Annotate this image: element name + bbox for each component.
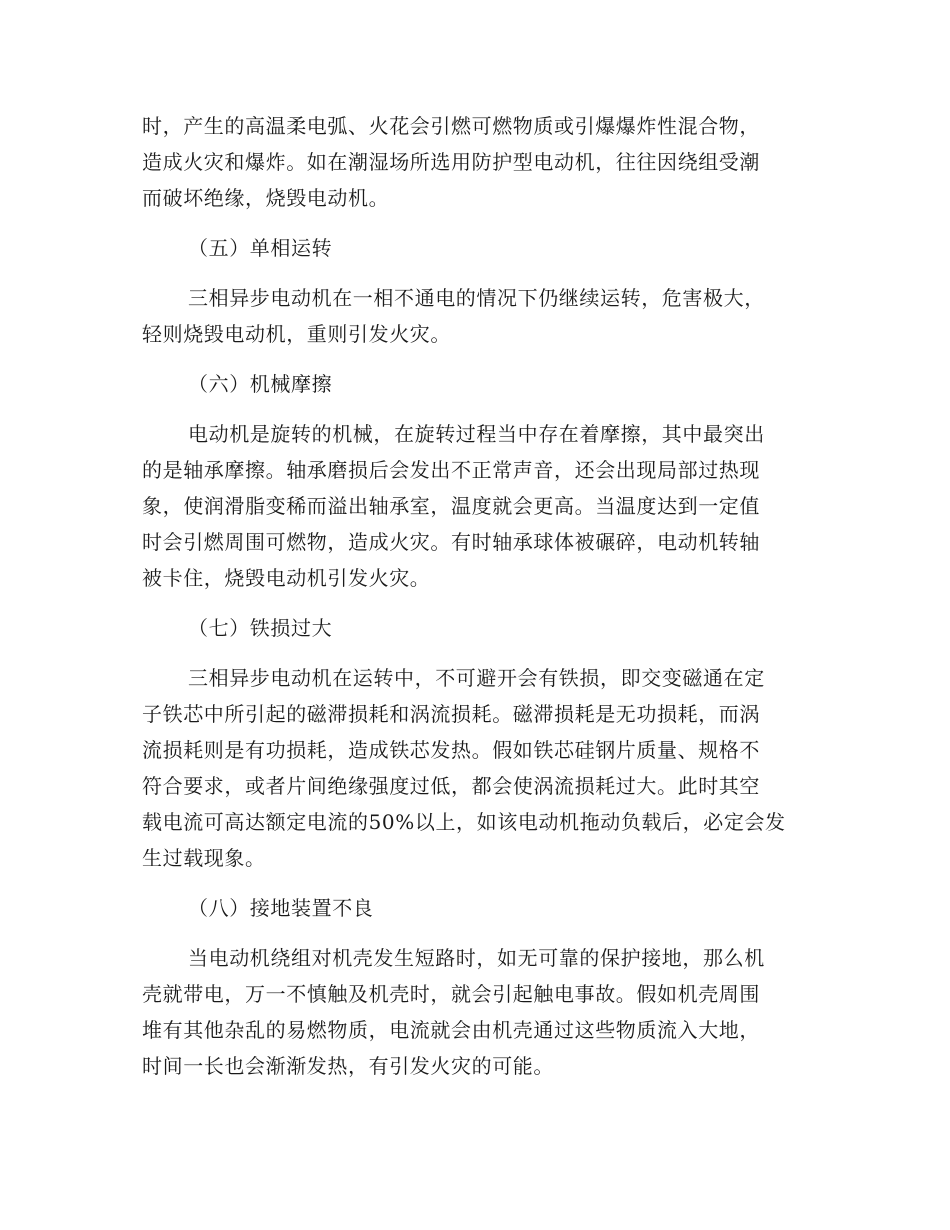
text-line: 流损耗则是有功损耗，造成铁芯发热。假如铁芯硅钢片质量、规格不 [142, 738, 760, 762]
text-line: 电动机是旋转的机械，在旋转过程当中存在着摩擦，其中最突出 [188, 422, 765, 446]
text-line: 壳就带电，万一不慎触及机壳时，就会引起触电事故。假如机壳周围 [142, 982, 760, 1006]
text-line: 当电动机绕组对机壳发生短路时，如无可靠的保护接地，那么机 [188, 946, 765, 970]
text-line: 符合要求，或者片间绝缘强度过低，都会使涡流损耗过大。此时其空 [142, 774, 760, 798]
text-line: 造成火灾和爆炸。如在潮湿场所选用防护型电动机，往往因绕组受潮 [142, 150, 760, 174]
text-line: 载电流可高达额定电流的50%以上，如该电动机拖动负载后，必定会发 [142, 810, 786, 834]
paragraph-mechanical-friction [142, 416, 808, 596]
paragraph-grounding [142, 940, 808, 1084]
text-line: 子铁芯中所引起的磁滞损耗和涡流损耗。磁滞损耗是无功损耗，而涡 [142, 702, 760, 726]
text-line: 时会引燃周围可燃物，造成火灾。有时轴承球体被碾碎，电动机转轴 [142, 530, 760, 554]
text-line: 而破坏绝缘，烧毁电动机。 [142, 186, 390, 210]
section-heading-grounding: （八）接地装置不良 [188, 896, 374, 920]
paragraph-continuation [142, 108, 808, 216]
paragraph-iron-loss [142, 660, 808, 876]
text-line: 生过载现象。 [142, 846, 266, 870]
section-heading-single-phase: （五）单相运转 [188, 236, 333, 260]
document-page [142, 108, 808, 1098]
text-line: 的是轴承摩擦。轴承磨损后会发出不正常声音，还会出现局部过热现 [142, 458, 760, 482]
text-line: 时间一长也会渐渐发热，有引发火灾的可能。 [142, 1054, 554, 1078]
section-heading-iron-loss: （七）铁损过大 [188, 616, 333, 640]
text-line: 堆有其他杂乱的易燃物质，电流就会由机壳通过这些物质流入大地， [142, 1018, 760, 1042]
section-heading-mechanical-friction: （六）机械摩擦 [188, 372, 333, 396]
text-line: 三相异步电动机在运转中，不可避开会有铁损，即交变磁通在定 [188, 666, 765, 690]
paragraph-single-phase [142, 280, 808, 352]
text-line: 象，使润滑脂变稀而溢出轴承室，温度就会更高。当温度达到一定值 [142, 494, 760, 518]
text-line: 轻则烧毁电动机，重则引发火灾。 [142, 322, 451, 346]
text-line: 三相异步电动机在一相不通电的情况下仍继续运转，危害极大， [188, 286, 765, 310]
text-line: 时，产生的高温柔电弧、火花会引燃可燃物质或引爆爆炸性混合物， [142, 114, 760, 138]
text-line: 被卡住，烧毁电动机引发火灾。 [142, 566, 431, 590]
